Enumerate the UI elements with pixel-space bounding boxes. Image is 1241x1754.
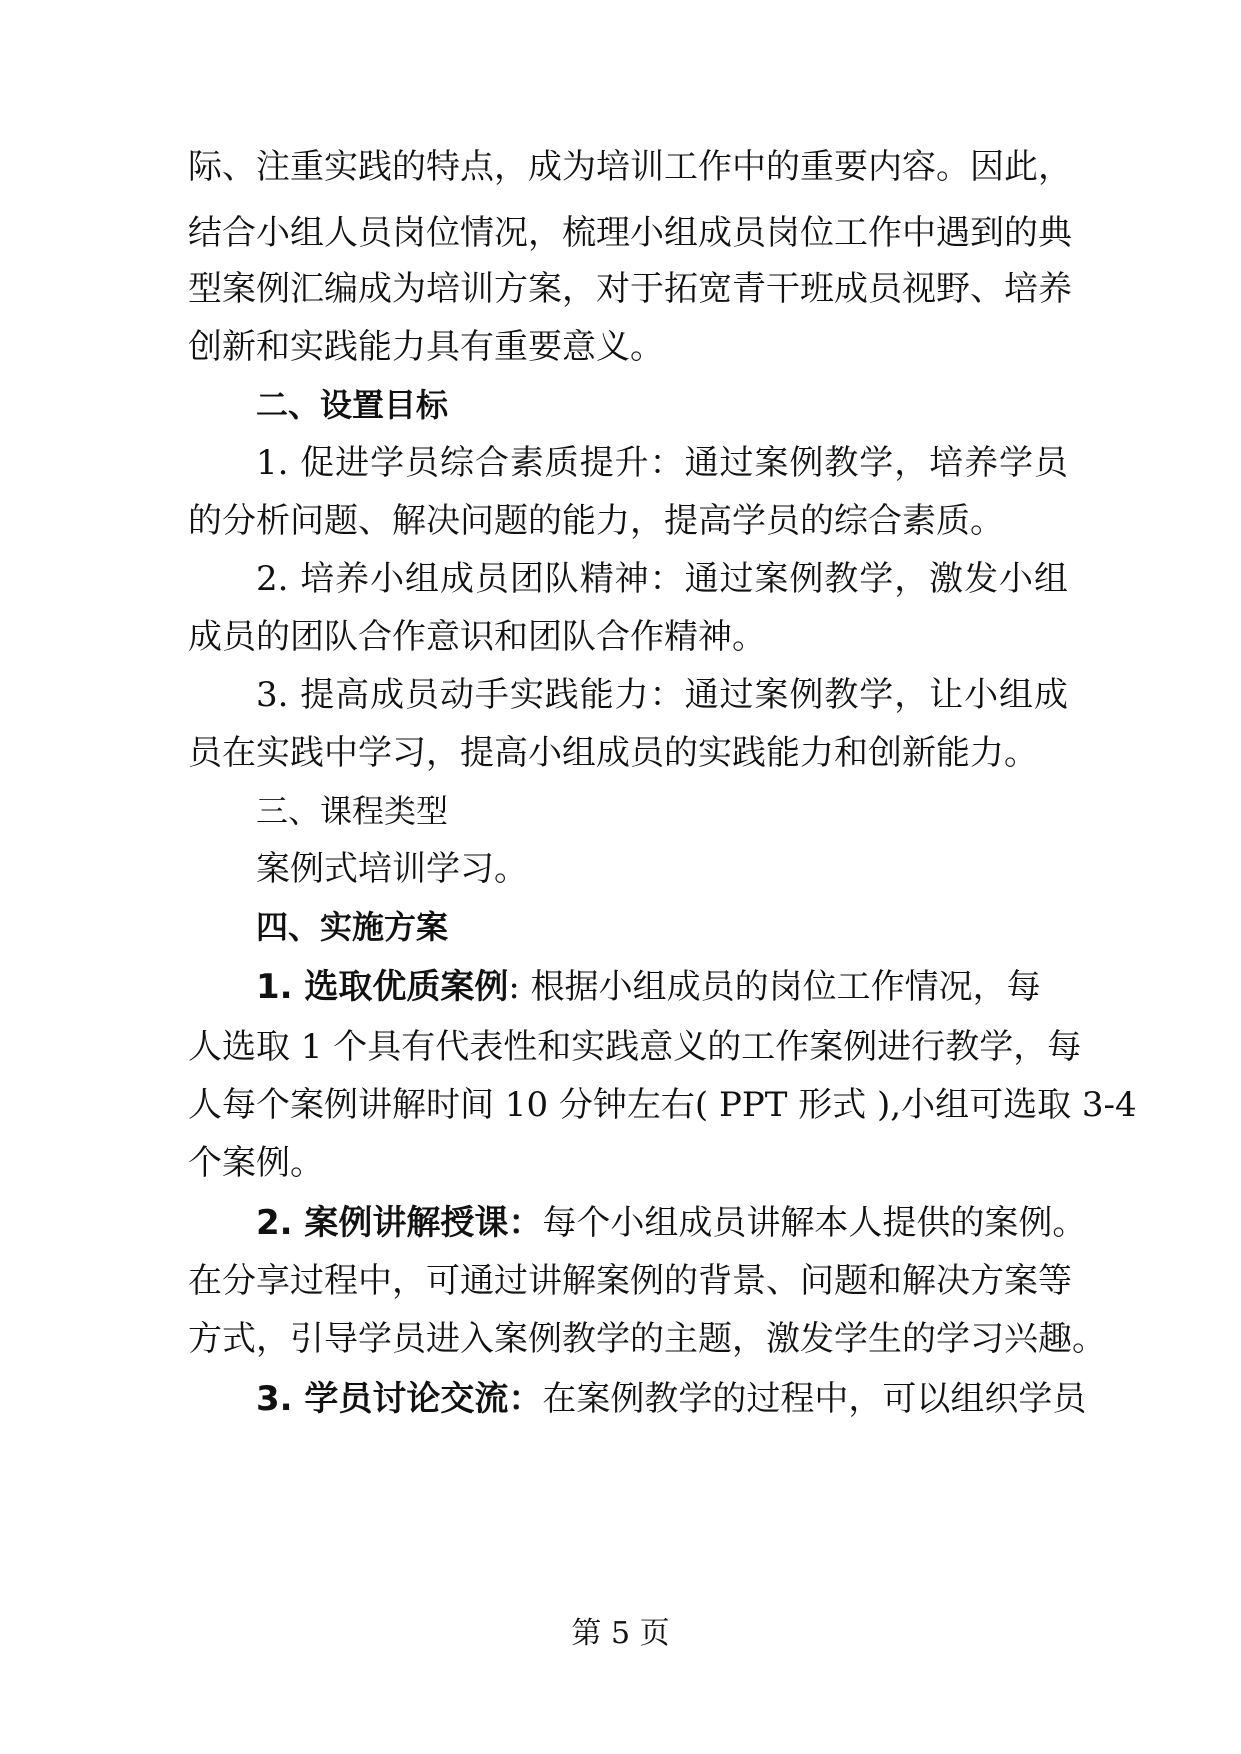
goal-1-line-1: 1. 促进学员综合素质提升：通过案例教学，培养学员 bbox=[256, 443, 1068, 483]
course-type-text: 案例式培训学习。 bbox=[256, 849, 528, 889]
step-1-line-4: 个案例。 bbox=[188, 1143, 324, 1183]
goal-1-line-2: 的分析问题、解决问题的能力，提高学员的综合素质。 bbox=[188, 501, 1004, 541]
goal-2-line-1: 2. 培养小组成员团队精神：通过案例教学，激发小组 bbox=[256, 559, 1068, 599]
intro-line-2: 结合小组人员岗位情况，梳理小组成员岗位工作中遇到的典 bbox=[188, 213, 1072, 253]
step-2-line-1 bbox=[256, 1190, 1086, 1256]
step-2-line-3: 方式，引导学员进入案例教学的主题，激发学生的学习兴趣。 bbox=[188, 1319, 1106, 1359]
goal-3-line-1: 3. 提高成员动手实践能力：通过案例教学，让小组成 bbox=[256, 675, 1068, 715]
step-2-title: 2. 案例讲解授课： bbox=[256, 1203, 543, 1243]
section-heading-goals: 二、设置目标 bbox=[256, 386, 449, 424]
step-3-title: 3. 学员讨论交流： bbox=[256, 1379, 543, 1419]
step-1-line-1 bbox=[256, 954, 1041, 1020]
step-1-line-3: 人每个案例讲解时间 10 分钟左右( PPT 形式 ),小组可选取 3-4 bbox=[188, 1085, 1137, 1125]
page-number: 第 5 页 bbox=[571, 1616, 670, 1651]
step-1-text: : 根据小组成员的岗位工作情况，每 bbox=[508, 967, 1041, 1007]
intro-line-1: 际、注重实践的特点，成为培训工作中的重要内容。因此， bbox=[188, 147, 1072, 187]
step-1-title: 1. 选取优质案例 bbox=[256, 967, 509, 1007]
section-heading-course-type: 三、课程类型 bbox=[256, 792, 449, 830]
step-2-line-2: 在分享过程中，可通过讲解案例的背景、问题和解决方案等 bbox=[188, 1261, 1072, 1301]
section-heading-implementation: 四、实施方案 bbox=[256, 908, 449, 946]
step-2-text: 每个小组成员讲解本人提供的案例。 bbox=[542, 1203, 1087, 1243]
step-3-line-1 bbox=[256, 1366, 1086, 1432]
step-1-line-2: 人选取 1 个具有代表性和实践意义的工作案例进行教学，每 bbox=[188, 1027, 1082, 1067]
step-3-text: 在案例教学的过程中，可以组织学员 bbox=[542, 1379, 1087, 1419]
intro-line-3: 型案例汇编成为培训方案，对于拓宽青干班成员视野、培养 bbox=[188, 269, 1072, 309]
goal-3-line-2: 员在实践中学习，提高小组成员的实践能力和创新能力。 bbox=[188, 733, 1038, 773]
goal-2-line-2: 成员的团队合作意识和团队合作精神。 bbox=[188, 617, 766, 657]
intro-line-4: 创新和实践能力具有重要意义。 bbox=[188, 327, 664, 367]
